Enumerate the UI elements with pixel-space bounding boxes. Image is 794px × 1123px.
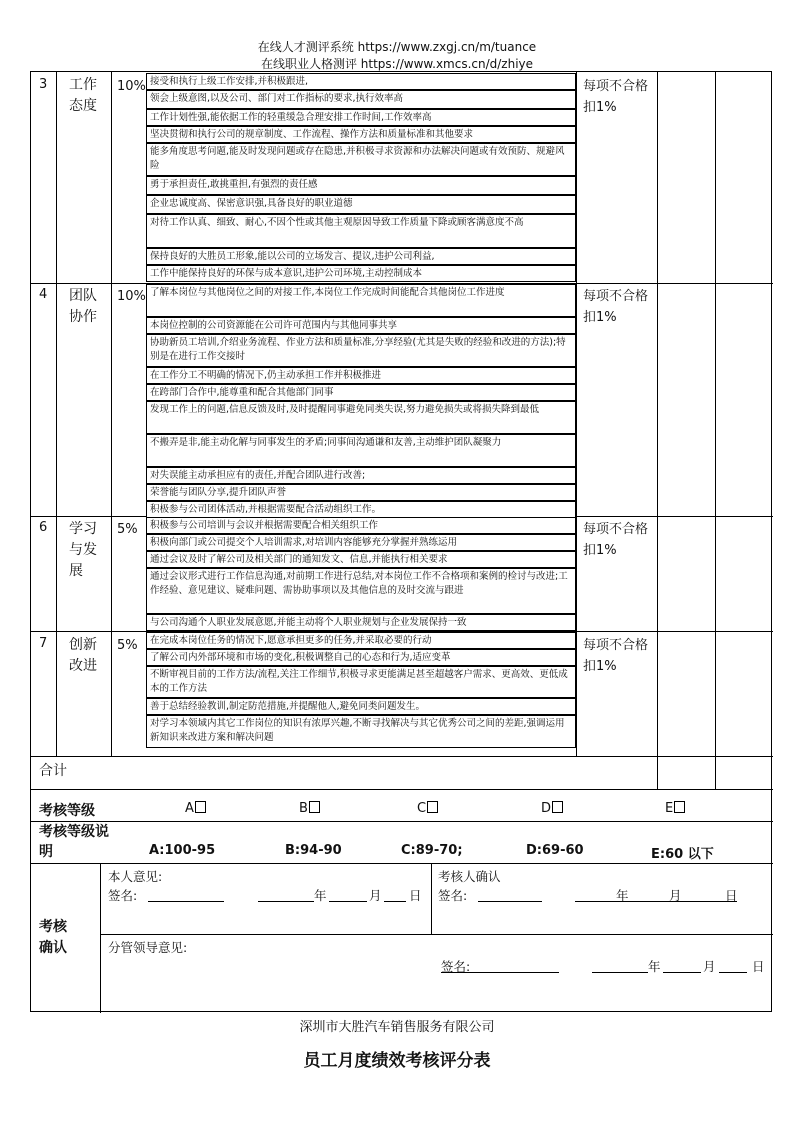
criteria-item: 对失误能主动承担应有的责任,并配合团队进行改善; (146, 467, 576, 484)
criteria-item: 通过会议及时了解公司及相关部门的通知发文、信息,并能执行相关要求 (146, 551, 576, 568)
criteria-item: 积极参与公司培训与会议并根据需要配合相关组织工作 (146, 517, 576, 534)
section-deduction: 每项不合格扣1% (583, 522, 649, 558)
self-month-line[interactable] (329, 900, 367, 902)
grade-desc-d: D:69-60 (526, 843, 584, 858)
checkbox-icon (427, 801, 438, 813)
supervisor-sign-line[interactable] (441, 971, 559, 973)
month-label: 月 (703, 959, 716, 974)
header-line-2: 在线职业人格测评 https://www.xmcs.cn/d/zhiye (260, 57, 534, 71)
form-title: 员工月度绩效考核评分表 (303, 1051, 491, 1071)
section-deduction: 每项不合格扣1% (583, 79, 649, 115)
criteria-item: 善于总结经验教训,制定防范措施,并提醒他人,避免同类问题发生。 (146, 698, 576, 715)
section-weight: 10% (117, 289, 146, 304)
company-name: 深圳市大胜汽车销售服务有限公司 (299, 1020, 495, 1035)
grade-option-c[interactable]: C (417, 801, 438, 816)
checkbox-icon (552, 801, 563, 813)
grade-option-d[interactable]: D (541, 801, 563, 816)
confirm-label: 考核确认 (39, 919, 67, 956)
criteria-item: 工作计划性强,能依据工作的轻重缓急合理安排工作时间,工作效率高 (146, 109, 576, 126)
self-sign-line[interactable] (148, 900, 224, 902)
year-label: 年 (616, 888, 629, 903)
supervisor-day-line[interactable] (719, 971, 747, 973)
grade-option-a[interactable]: A (185, 801, 206, 816)
grade-desc-c: C:89-70; (401, 843, 463, 858)
criteria-item: 在工作分工不明确的情况下,仍主动承担工作并积极推进 (146, 367, 576, 384)
section-category: 创新改进 (69, 637, 97, 674)
year-label: 年 (314, 888, 327, 903)
sign-label: 签名: (441, 959, 471, 974)
criteria-item: 企业忠诚度高、保密意识强,具备良好的职业道德 (146, 195, 576, 214)
sign-label: 签名: (438, 888, 468, 903)
section-deduction: 每项不合格扣1% (583, 638, 649, 674)
self-day-line[interactable] (384, 900, 406, 902)
section-category: 学习与发展 (69, 521, 97, 579)
supervisor-year-line[interactable] (592, 971, 648, 973)
appraisal-table (30, 71, 772, 1012)
day-label: 日 (725, 888, 738, 903)
section-deduction: 每项不合格扣1% (583, 289, 649, 325)
self-opinion-label: 本人意见: (108, 869, 163, 884)
criteria-item: 工作中能保持良好的环保与成本意识,违护公司环境,主动控制成本 (146, 265, 576, 282)
grade-desc-b: B:94-90 (285, 843, 342, 858)
supervisor-month-line[interactable] (663, 971, 701, 973)
section-weight: 5% (117, 638, 138, 653)
criteria-item: 通过会议形式进行工作信息沟通,对前期工作进行总结,对本岗位工作不合格项和案例的检讨与改进;工作经验、意见建议、疑难问题、需协助事项以及其他信息的及时交流与跟进 (146, 568, 576, 614)
criteria-item: 本岗位控制的公司资源能在公司许可范围内与其他同事共享 (146, 317, 576, 334)
section-weight: 5% (117, 522, 138, 537)
criteria-item: 在跨部门合作中,能尊重和配合其他部门同事 (146, 384, 576, 401)
section-weight: 10% (117, 79, 146, 94)
year-label: 年 (648, 959, 661, 974)
criteria-item: 与公司沟通个人职业发展意愿,并能主动将个人职业规划与企业发展保持一致 (146, 614, 576, 631)
supervisor-opinion-label: 分管领导意见: (108, 940, 188, 955)
grade-desc-a: A:100-95 (149, 843, 216, 858)
criteria-item: 不断审视目前的工作方法/流程,关注工作细节,积极寻求更能满足甚至超越客户需求、更高效、更低成本的工作方法 (146, 666, 576, 698)
month-label: 月 (669, 888, 682, 903)
criteria-item: 勇于承担责任,敢挑重担,有强烈的责任感 (146, 176, 576, 195)
section-number: 6 (39, 520, 48, 535)
criteria-item: 不搬弄是非,能主动化解与同事发生的矛盾;同事间沟通谦和友善,主动维护团队凝聚力 (146, 434, 576, 467)
criteria-item: 积极向部门或公司提交个人培训需求,对培训内容能够充分掌握并熟练运用 (146, 534, 576, 551)
criteria-item: 对待工作认真、细致、耐心,不因个性或其他主观原因导致工作质量下降或顾客满意度不高 (146, 214, 576, 248)
checkbox-icon (195, 801, 206, 813)
day-label: 日 (752, 959, 765, 974)
grade-desc-e: E:60 以下 (651, 847, 714, 862)
criteria-item: 坚决贯彻和执行公司的规章制度、工作流程、操作方法和质量标准和其他要求 (146, 126, 576, 143)
criteria-item: 领会上级意图,以及公司、部门对工作指标的要求,执行效率高 (146, 90, 576, 109)
section-category: 团队协作 (69, 288, 97, 325)
criteria-item: 协助新员工培训,介绍业务流程、作业方法和质量标准,分享经验(尤其是失败的经验和改进的方法);特别是在进行工作交接时 (146, 334, 576, 367)
criteria-item: 在完成本岗位任务的情况下,愿意承担更多的任务,并采取必要的行动 (146, 632, 576, 649)
criteria-item: 接受和执行上级工作安排,并积极跟进, (146, 73, 576, 90)
criteria-item: 发现工作上的问题,信息反馈及时,及时提醒同事避免同类失误,努力避免损失或将损失降到最低 (146, 401, 576, 434)
criteria-item: 保持良好的大胜员工形象,能以公司的立场发言、提议,违护公司利益, (146, 248, 576, 265)
day-label: 日 (409, 888, 422, 903)
criteria-item: 了解本岗位与其他岗位之间的对接工作,本岗位工作完成时间能配合其他岗位工作进度 (146, 284, 576, 317)
checkbox-icon (674, 801, 685, 813)
section-number: 7 (39, 636, 48, 651)
criteria-item: 荣誉能与团队分享,提升团队声誉 (146, 484, 576, 501)
assessor-confirm-label: 考核人确认 (438, 869, 501, 884)
checkbox-icon (309, 801, 320, 813)
total-label: 合计 (39, 763, 67, 779)
criteria-item: 了解公司内外部环境和市场的变化,积极调整自己的心态和行为,适应变革 (146, 649, 576, 666)
criteria-item: 积极参与公司团体活动,并根据需要配合活动组织工作。 (146, 501, 576, 518)
grade-label: 考核等级 (39, 803, 95, 819)
section-category: 工作态度 (69, 77, 97, 114)
grade-desc-label: 考核等级说明 (39, 824, 109, 860)
header-line-1: 在线人才测评系统 https://www.zxgj.cn/m/tuance (257, 40, 537, 54)
criteria-item: 能多角度思考问题,能及时发现问题或存在隐患,并积极寻求资源和办法解决问题或有效预防、规避风险 (146, 143, 576, 176)
assessor-sign-line[interactable] (478, 900, 542, 902)
grade-option-b[interactable]: B (299, 801, 320, 816)
criteria-item: 对学习本领域内其它工作岗位的知识有浓厚兴趣,不断寻找解决与其它优秀公司之间的差距,强调运用新知识来改进方案和解决问题 (146, 715, 576, 748)
section-number: 3 (39, 77, 48, 92)
grade-option-e[interactable]: E (665, 801, 685, 816)
sign-label: 签名: (108, 888, 138, 903)
section-number: 4 (39, 287, 48, 302)
self-year-line[interactable] (258, 900, 314, 902)
month-label: 月 (369, 888, 382, 903)
